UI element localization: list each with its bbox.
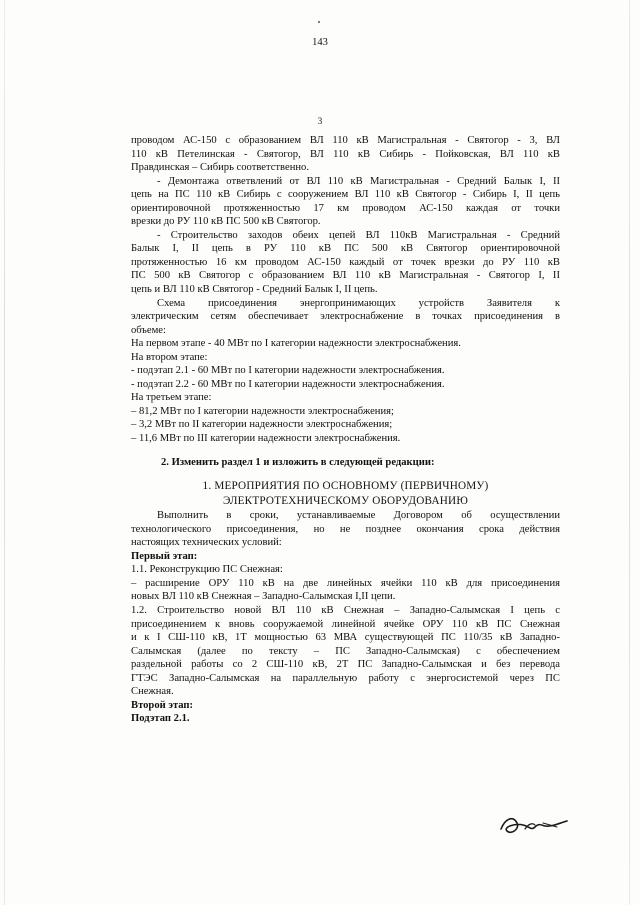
- text-line: протяженностью 16 км проводом АС-150 каждый от точек врезки до РУ 110 кВ: [131, 256, 560, 268]
- text-line: - подэтап 2.1 - 60 МВт по I категории надежности электроснабжения.: [131, 365, 445, 377]
- text-line: 110 кВ Петелинская - Святогор, ВЛ 110 кВ Сибирь - Пойковская, ВЛ 110 кВ: [131, 148, 560, 160]
- text-line: электрическим сетям обеспечивает электроснабжение в точках присоединения в: [131, 311, 560, 323]
- text-line: ПС 500 кВ Святогор с образованием ВЛ 110 кВ Магистральная - Святогор I, II: [131, 270, 560, 282]
- signature-icon: [495, 805, 575, 845]
- text-line: раздельной работы со 2 СШ-110 кВ, 2Т ПС Западно-Салымская и без перевода: [131, 659, 560, 671]
- text-line: цепь и ВЛ 110 кВ Святогор - Средний Балык I, II цепь.: [131, 284, 378, 296]
- text-line: ГТЭС Западно-Салымская на параллельную работу с энергосистемой через ПС: [131, 672, 560, 684]
- text-line: Схема присоединения энергопринимающих устройств Заявителя к: [157, 297, 560, 309]
- section-title: [131, 479, 560, 509]
- text-line: 1.2. Строительство новой ВЛ 110 кВ Снежная – Западно-Салымская I цепь с: [131, 604, 560, 616]
- section-heading: 2. Изменить раздел 1 и изложить в следующей редакции:: [161, 456, 435, 468]
- spacer: [131, 469, 560, 479]
- text-line: настоящих технических условий:: [131, 537, 282, 549]
- text-line: Снежная.: [131, 686, 174, 698]
- text-line: - подэтап 2.2 - 60 МВт по I категории надежности электроснабжения.: [131, 378, 445, 390]
- scan-speck: [318, 21, 320, 23]
- text-line: – расширение ОРУ 110 кВ на две линейных ячейки 110 кВ для присоединения: [131, 577, 560, 589]
- scan-edge-left: [4, 0, 5, 905]
- text-line: - Демонтажа ответвлений от ВЛ 110 кВ Магистральная - Средний Балык I, II: [157, 175, 560, 187]
- text-line: проводом АС-150 с образованием ВЛ 110 кВ Магистральная - Святогор - 3, ВЛ: [131, 135, 560, 146]
- text-line: присоединением к вновь сооружаемой линейной ячейке ОРУ 110 кВ ПС Снежная: [131, 618, 560, 630]
- stage-label: Второй этап:: [131, 699, 194, 711]
- text-line: На первом этапе - 40 МВт по I категории надежности электроснабжения.: [131, 338, 461, 350]
- list-item: – 11,6 МВт по III категории надежности электроснабжения.: [131, 433, 401, 445]
- substage-label: Подэтап 2.1.: [131, 713, 190, 725]
- text-line: Салымская (далее по тексту – ПС Западно-Салымская) с обеспечением: [131, 645, 560, 657]
- text-line: На втором этапе:: [131, 351, 208, 363]
- text-line: На третьем этапе:: [131, 392, 212, 404]
- text-line: цепь на ПС 110 кВ Сибирь с сооружением ВЛ 110 кВ Святогор - Сибирь I, II цепь: [131, 189, 560, 201]
- text-line: объеме:: [131, 324, 166, 336]
- list-item: – 81,2 МВт по I категории надежности электроснабжения;: [131, 405, 394, 417]
- text-line: ориентировочной протяженностью 17 км проводом АС-150 каждая от точки: [131, 202, 560, 214]
- spacer: [131, 446, 560, 456]
- sub-page-number: 3: [317, 116, 323, 126]
- scan-edge-right: [629, 0, 630, 905]
- text-line: технологического присоединения, но не позднее окончания срока действия: [131, 523, 560, 535]
- item-heading: 1.1. Реконструкцию ПС Снежная:: [131, 564, 283, 576]
- text-line: - Строительство заходов обеих цепей ВЛ 110кВ Магистральная - Средний: [157, 229, 560, 241]
- section-title-line: 1. МЕРОПРИЯТИЯ ПО ОСНОВНОМУ (ПЕРВИЧНОМУ): [202, 480, 489, 493]
- text-line: Балык I, II цепь в РУ 110 кВ ПС 500 кВ Святогор ориентировочной: [131, 243, 560, 255]
- text-line: и к I СШ-110 кВ, 1Т мощностью 63 МВА существующей ПС 110/35 кВ Западно-: [131, 632, 560, 644]
- text-line: Правдинская – Сибирь соответственно.: [131, 162, 309, 174]
- text-line: новых ВЛ 110 кВ Снежная – Западно-Салымская I,II цепи.: [131, 591, 396, 603]
- list-item: – 3,2 МВт по II категории надежности электроснабжения;: [131, 419, 393, 431]
- text-line: врезки до РУ 110 кВ ПС 500 кВ Святогор.: [131, 216, 321, 228]
- section-title-line: ЭЛЕКТРОТЕХНИЧЕСКОМУ ОБОРУДОВАНИЮ: [222, 495, 469, 508]
- page-number: 143: [312, 37, 328, 48]
- text-line: Выполнить в сроки, устанавливаемые Договором об осуществлении: [157, 510, 560, 522]
- stage-label: Первый этап:: [131, 550, 198, 562]
- document-body: [131, 134, 560, 726]
